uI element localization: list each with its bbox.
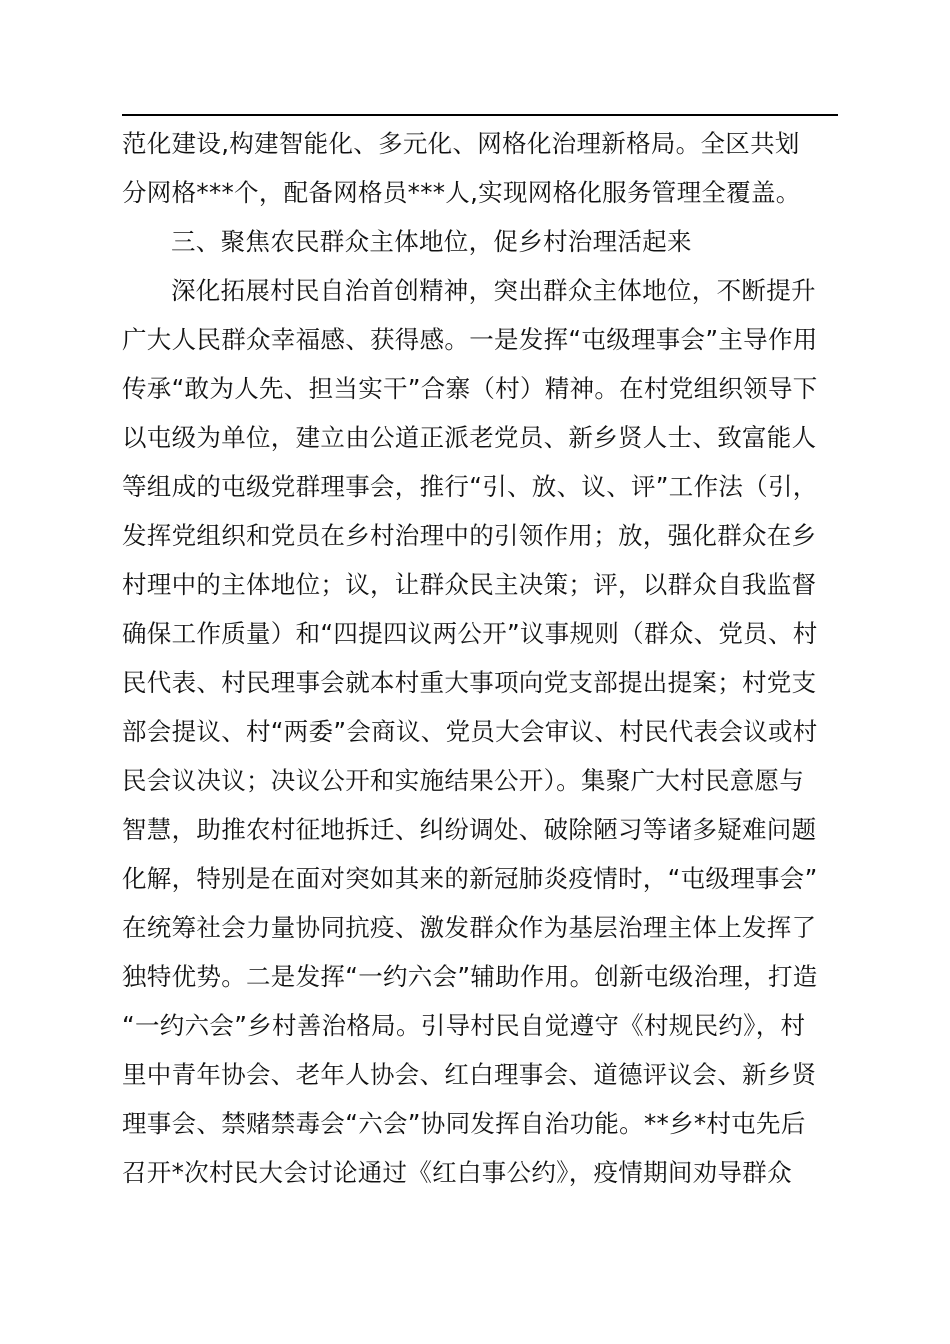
text-line: 民代表、村民理事会就本村重大事项向党支部提出提案；村党支 [122, 668, 817, 697]
text-line: 等组成的屯级党群理事会，推行“引、放、议、评”工作法（引， [122, 472, 818, 501]
text-line: 民会议决议；决议公开和实施结果公开）。集聚广大村民意愿与 [122, 766, 805, 795]
text-line: 广大人民群众幸福感、获得感。一是发挥“屯级理事会”主导作用 [122, 325, 818, 354]
text-line: 分网格***个，配备网格员***人,实现网格化服务管理全覆盖。 [122, 178, 801, 207]
text-line: 召开*次村民大会讨论通过《红白事公约》，疫情期间劝导群众 [122, 1158, 792, 1187]
document-body [122, 119, 838, 1197]
text-line: “一约六会”乡村善治格局。引导村民自觉遵守《村规民约》，村 [122, 1011, 806, 1040]
text-line: 村理中的主体地位；议，让群众民主决策；评，以群众自我监督 [122, 570, 817, 599]
text-line: 在统筹社会力量协同抗疫、激发群众作为基层治理主体上发挥了 [122, 913, 817, 942]
text-line: 范化建设,构建智能化、多元化、网格化治理新格局。全区共划 [122, 129, 800, 158]
text-line: 独特优势。二是发挥“一约六会”辅助作用。创新屯级治理，打造 [122, 962, 818, 991]
text-line: 发挥党组织和党员在乡村治理中的引领作用；放，强化群众在乡 [122, 521, 817, 550]
text-line: 化解，特别是在面对突如其来的新冠肺炎疫情时，“屯级理事会” [122, 864, 818, 893]
text-line: 确保工作质量）和“四提四议两公开”议事规则（群众、党员、村 [122, 619, 818, 648]
text-line: 传承“敢为人先、担当实干”合寨（村）精神。在村党组织领导下 [122, 374, 818, 403]
text-line: 以屯级为单位，建立由公道正派老党员、新乡贤人士、致富能人 [122, 423, 817, 452]
text-line: 深化拓展村民自治首创精神，突出群众主体地位，不断提升 [171, 276, 816, 305]
text-line: 理事会、禁赌禁毒会“六会”协同发挥自治功能。**乡*村屯先后 [122, 1109, 806, 1138]
text-line: 里中青年协会、老年人协会、红白理事会、道德评议会、新乡贤 [122, 1060, 817, 1089]
section-heading: 三、聚焦农民群众主体地位，促乡村治理活起来 [171, 227, 692, 256]
text-line: 部会提议、村“两委”会商议、党员大会审议、村民代表会议或村 [122, 717, 818, 746]
text-line: 智慧，助推农村征地拆迁、纠纷调处、破除陋习等诸多疑难问题 [122, 815, 817, 844]
header-rule [122, 114, 838, 116]
